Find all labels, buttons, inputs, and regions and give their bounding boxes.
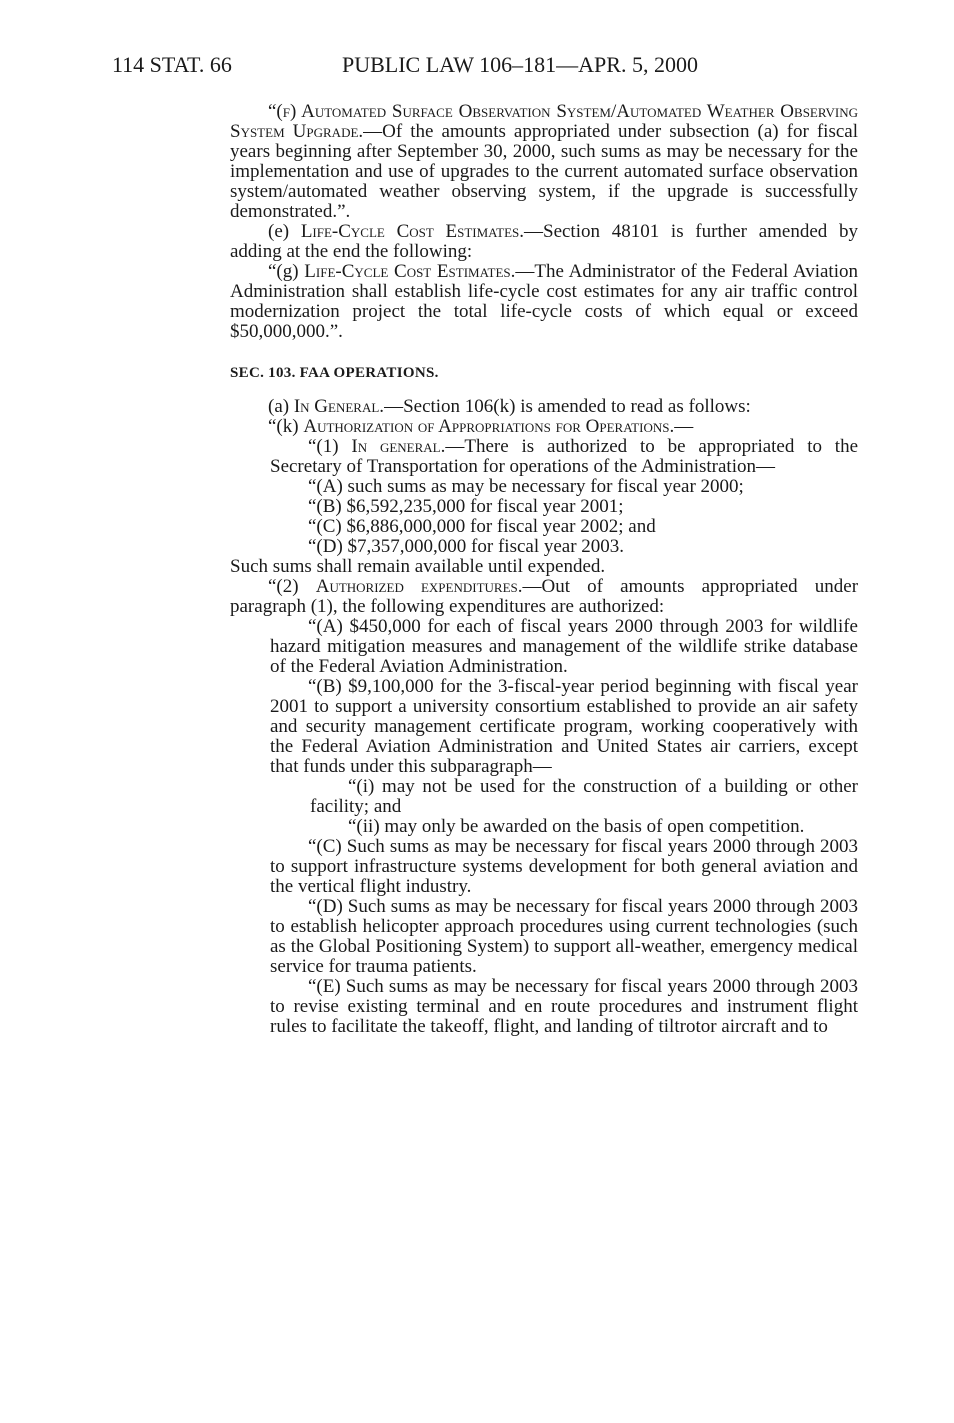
paragraph-text: —Out of amounts appropriated under paragraph (1), the following expenditures are authorized: [230, 576, 859, 617]
paragraph-heading: Authorization of Appropriations for Operations. [303, 416, 675, 437]
subparagraph-k2-b: “(B) $9,100,000 for the 3-fiscal-year period beginning with fiscal year 2001 to support a university consortium established to provide an air safety and security management certificate program, working cooperatively with the Federal Aviation Administration and United States air carriers, except that funds under this subparagraph— [270, 676, 858, 777]
paragraph-text: —There is authorized to be appropriated to the Secretary of Transportation for operations of the Administration— [270, 436, 859, 477]
paragraph-k-authorization [230, 417, 858, 437]
remain-available-line: Such sums shall remain available until expended. [230, 556, 606, 577]
subparagraph-k2-c: “(C) Such sums as may be necessary for fiscal years 2000 through 2003 to support infrastructure systems development for both general aviation and the vertical flight industry. [270, 836, 858, 897]
paragraph-heading: In General. [293, 396, 385, 417]
subparagraph-k1-c: “(C) $6,886,000,000 for fiscal year 2002; and [308, 516, 656, 537]
paragraph-k1 [270, 437, 858, 477]
section-heading: SEC. 103. FAA OPERATIONS. [230, 365, 439, 381]
stat-page-number: 114 STAT. 66 [112, 52, 232, 77]
subparagraph-k1-b: “(B) $6,592,235,000 for fiscal year 2001; [308, 496, 624, 517]
clause-k2-b-i: “(i) may not be used for the construction of a building or other facility; and [310, 776, 858, 817]
clause-k2-b-ii: “(ii) may only be awarded on the basis of open competition. [348, 816, 805, 837]
paragraph-number: “(g) [268, 261, 305, 282]
subparagraph-k2-a: “(A) $450,000 for each of fiscal years 2000 through 2003 for wildlife hazard mitigation measures and management of the wildlife strike database of the Federal Aviation Administration. [270, 616, 858, 677]
paragraph-k2 [230, 577, 858, 617]
paragraph-f-asos [230, 102, 858, 222]
paragraph-text: — [674, 416, 694, 437]
paragraph-heading: In general. [351, 436, 446, 457]
subparagraph-k2-d: “(D) Such sums as may be necessary for fiscal years 2000 through 2003 to establish helicopter approach procedures using current technologies (such as the Global Positioning System) to support all-weather, emergency medical service for trauma patients. [270, 896, 858, 977]
paragraph-number: “(k) [268, 416, 304, 437]
paragraph-heading: Life-Cycle Cost Estimates. [300, 221, 524, 242]
paragraph-number: “(2) [268, 576, 316, 597]
paragraph-text: —The Administrator of the Federal Aviation Administration shall establish life-cycle cost estimates for any air traffic control modernization project the total life-cycle costs of which equal or exceed $50,000,000.”. [230, 261, 858, 342]
paragraph-g-life-cycle [230, 262, 858, 342]
public-law-citation: PUBLIC LAW 106–181—APR. 5, 2000 [342, 52, 698, 77]
paragraph-number: (a) [268, 396, 294, 417]
subparagraph-k2-e: “(E) Such sums as may be necessary for fiscal years 2000 through 2003 to revise existing terminal and en route procedures and instrument flight rules to facilitate the takeoff, flight, and landing of tiltrotor aircraft and to [270, 976, 858, 1037]
paragraph-a-general [230, 397, 858, 417]
paragraph-number: “(1) [308, 436, 352, 457]
paragraph-text: —Section 48101 is further amended by adding at the end the following: [230, 221, 858, 262]
paragraph-heading: “(f) Automated Surface Observation System/Automated Weather Observing System Upgrade. [230, 101, 858, 142]
page-header [112, 52, 862, 82]
paragraph-text: —Of the amounts appropriated under subsection (a) for fiscal years beginning after September 30, 2000, such sums as may be necessary for the implementation and use of upgrades to the current automated surface observation system/automated weather observing system, if the upgrade is successfully demonstrated.”. [230, 121, 859, 222]
subparagraph-k1-a: “(A) such sums as may be necessary for fiscal year 2000; [308, 476, 744, 497]
subparagraph-k1-d: “(D) $7,357,000,000 for fiscal year 2003. [308, 536, 625, 557]
paragraph-heading: Authorized expenditures. [315, 576, 523, 597]
document-body [230, 102, 858, 1037]
paragraph-text: —Section 106(k) is amended to read as follows: [384, 396, 751, 417]
paragraph-heading: Life-Cycle Cost Estimates. [304, 261, 516, 282]
paragraph-number: (e) [268, 221, 301, 242]
paragraph-e-life-cycle [230, 222, 858, 262]
